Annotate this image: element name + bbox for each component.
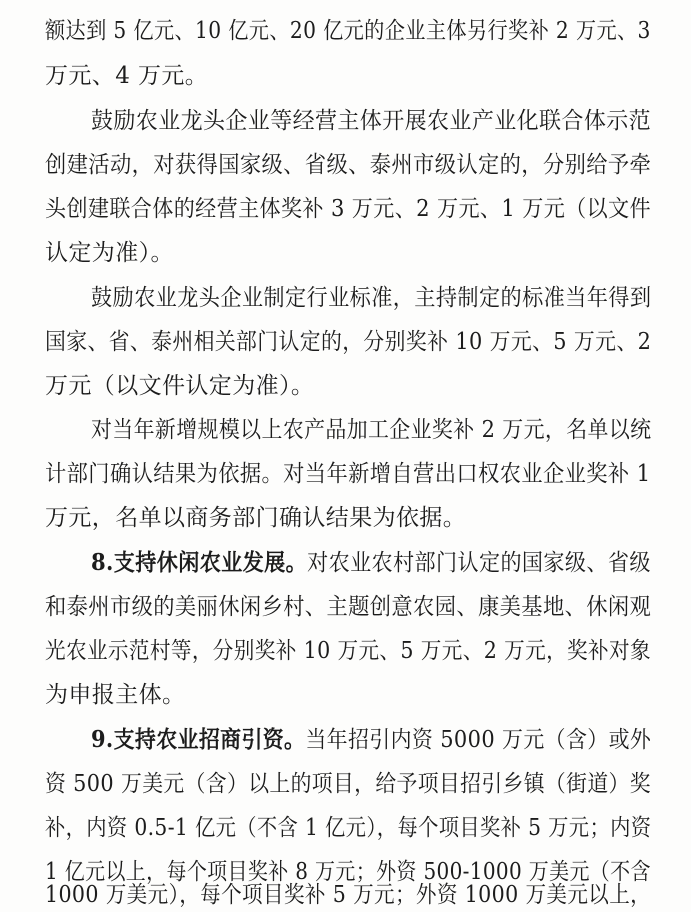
text-line: 计部门确认结果为依据。对当年新增自营出口权农业企业奖补 1 [45, 461, 651, 487]
text-line: 资 500 万美元（含）以上的项目，给予项目招引乡镇（街道）奖 [45, 771, 651, 797]
text-line: 额达到 5 亿元、10 亿元、20 亿元的企业主体另行奖补 2 万元、3 [45, 18, 651, 44]
text-line: 和泰州市级的美丽休闲乡村、主题创意农园、康美基地、休闲观 [45, 594, 652, 620]
text-line [91, 725, 651, 755]
section-heading: 9.支持农业招商引资。 [91, 726, 306, 753]
text-line: 补，内资 0.5-1 亿元（不含 1 亿元），每个项目奖补 5 万元；内资 [45, 815, 652, 841]
text-run: 当年招引内资 5000 万元（含）或外 [305, 727, 652, 753]
text-line: 认定为准）。 [45, 240, 174, 266]
text-line: 头创建联合体的经营主体奖补 3 万元、2 万元、1 万元（以文件 [45, 196, 651, 222]
text-line: 对当年新增规模以上农产品加工企业奖补 2 万元，名单以统 [91, 417, 652, 443]
text-line: 万元（以文件认定为准）。 [45, 373, 315, 399]
text-line: 鼓励农业龙头企业制定行业标准，主持制定的标准当年得到 [91, 285, 652, 311]
text-line: 鼓励农业龙头企业等经营主体开展农业产业化联合体示范 [91, 108, 652, 134]
text-line [91, 548, 651, 578]
text-line: 1 亿元以上，每个项目奖补 8 万元；外资 500-1000 万美元（不含 [45, 859, 651, 885]
text-line: 国家、省、泰州相关部门认定的，分别奖补 10 万元、5 万元、2 [45, 329, 652, 355]
text-line: 创建活动，对获得国家级、省级、泰州市级认定的，分别给予牵 [45, 152, 652, 178]
text-line: 1000 万美元），每个项目奖补 5 万元；外资 1000 万美元以上， [45, 882, 652, 908]
text-line: 光农业示范村等，分别奖补 10 万元、5 万元、2 万元，奖补对象 [45, 638, 651, 664]
section-heading: 8.支持休闲农业发展。 [91, 549, 308, 576]
text-run: 对农业农村部门认定的国家级、省级 [307, 550, 651, 576]
text-line: 万元、4 万元。 [45, 63, 209, 89]
text-line: 为申报主体。 [45, 682, 186, 708]
text-line: 万元，名单以商务部门确认结果为依据。 [45, 505, 467, 531]
